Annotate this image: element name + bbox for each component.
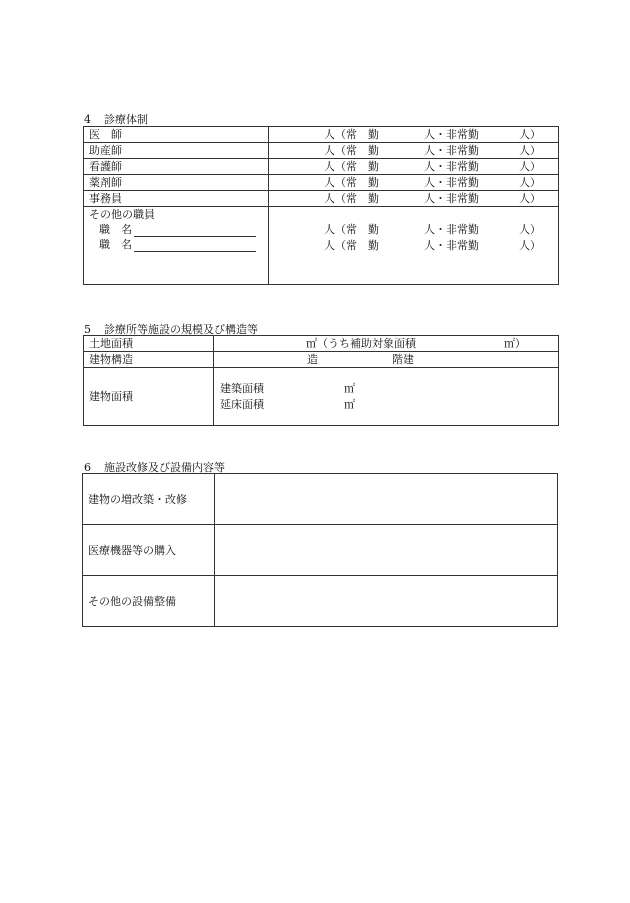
staff-label: 医 師 [84,127,269,143]
renovation-label: 建物の増改築・改修 [83,474,215,525]
table-row [84,175,559,191]
table-row [84,191,559,207]
staff-label: 事務員 [84,191,269,207]
staff-value: 人（常 勤 人・非常勤 人） [269,175,559,191]
job-name-field[interactable] [134,223,256,237]
staff-label: 薬剤師 [84,175,269,191]
table-row [84,159,559,175]
staff-label: 看護師 [84,159,269,175]
table-row [83,474,558,525]
other-staff-label: その他の職員 [89,208,155,221]
table-row-other [84,207,559,285]
building-structure-value: 造 階建 [214,352,559,368]
equipment-purchase-value[interactable] [215,525,558,576]
equipment-purchase-label: 医療機器等の購入 [83,525,215,576]
section5-title: 5 診療所等施設の規模及び構造等 [84,323,258,336]
staff-value: 人（常 勤 人・非常勤 人） [269,159,559,175]
building-structure-label: 建物構造 [84,352,214,368]
table-row [84,352,559,368]
staff-label: 助産師 [84,143,269,159]
land-area-value: ㎡（うち補助対象面積 ㎡） [214,336,559,352]
table-row [84,336,559,352]
staff-value: 人（常 勤 人・非常勤 人） [269,127,559,143]
job-name-line: 職 名 [89,222,268,237]
other-staff-values: 人（常 勤 人・非常勤 人） 人（常 勤 人・非常勤 人） [269,207,559,285]
other-equipment-value[interactable] [215,576,558,627]
other-staff-cell [84,207,269,285]
section4-title: 4 診療体制 [84,113,148,126]
building-area-label: 建物面積 [84,368,214,426]
staff-value: 人（常 勤 人・非常勤 人） [269,143,559,159]
table-row [83,576,558,627]
job-name-field[interactable] [134,238,256,252]
job-name-line: 職 名 [89,237,268,252]
table-row [84,143,559,159]
staff-table [83,126,559,285]
building-area-values: 建築面積 ㎡ 延床面積 ㎡ [214,368,559,426]
renovation-value[interactable] [215,474,558,525]
other-equipment-label: その他の設備整備 [83,576,215,627]
land-area-label: 土地面積 [84,336,214,352]
renovation-table [82,473,558,627]
table-row [83,525,558,576]
section6-title: 6 施設改修及び設備内容等 [84,461,225,474]
table-row [84,127,559,143]
staff-value: 人（常 勤 人・非常勤 人） [269,191,559,207]
facility-table [83,335,559,426]
table-row [84,368,559,426]
